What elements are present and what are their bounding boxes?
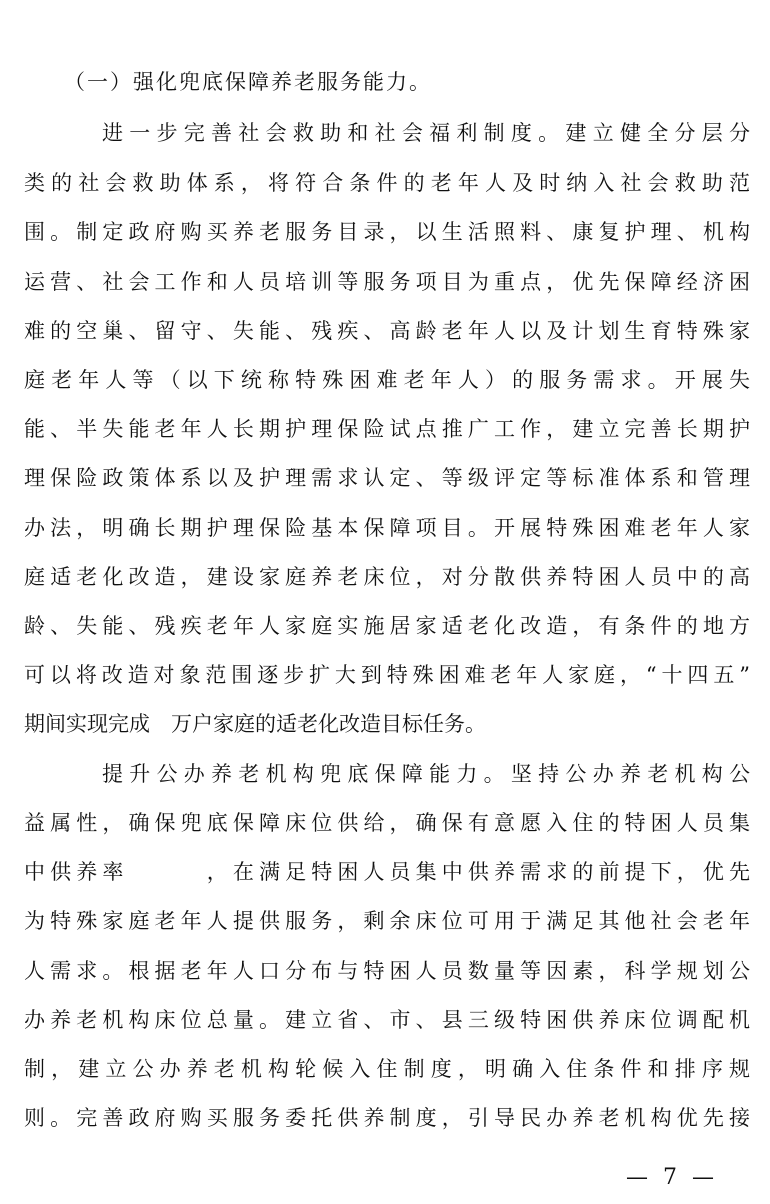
- paragraph-2-line-4: 为特殊家庭老年人提供服务，剩余床位可用于满足其他社会老年: [24, 909, 750, 933]
- paragraph-2-line-1: 提升公办养老机构兜底保障能力。坚持公办养老机构公: [102, 762, 750, 786]
- paragraph-1-line-3: 围。制定政府购买养老服务目录，以生活照料、康复护理、机构: [24, 220, 750, 244]
- paragraph-1-line-4: 运营、社会工作和人员培训等服务项目为重点，优先保障经济困: [24, 270, 750, 294]
- paragraph-2-line-2: 益属性，确保兜底保障床位供给，确保有意愿入住的特困人员集: [24, 811, 750, 835]
- paragraph-1-line-1: 进一步完善社会救助和社会福利制度。建立健全分层分: [102, 121, 750, 145]
- paragraph-2-line-7: 制，建立公办养老机构轮候入住制度，明确入住条件和排序规: [24, 1057, 750, 1081]
- paragraph-1-line-13: 期间实现完成 万户家庭的适老化改造目标任务。: [24, 712, 486, 736]
- paragraph-1-line-9: 办法，明确长期护理保险基本保障项目。开展特殊困难老年人家: [24, 516, 750, 540]
- paragraph-2-line-5: 人需求。根据老年人口分布与特困人员数量等因素，科学规划公: [24, 959, 750, 983]
- page-number: — 7 —: [626, 1165, 718, 1190]
- paragraph-1-line-12: 可以将改造对象范围逐步扩大到特殊困难老年人家庭，“十四五”: [24, 663, 750, 687]
- paragraph-2-line-8: 则。完善政府购买服务委托供养制度，引导民办养老机构优先接: [24, 1106, 750, 1130]
- section-heading: （一）强化兜底保障养老服务能力。: [64, 70, 432, 94]
- paragraph-1-line-10: 庭适老化改造，建设家庭养老床位，对分散供养特困人员中的高: [24, 565, 750, 589]
- paragraph-1-line-2: 类的社会救助体系，将符合条件的老年人及时纳入社会救助范: [24, 171, 750, 195]
- paragraph-1-line-8: 理保险政策体系以及护理需求认定、等级评定等标准体系和管理: [24, 466, 750, 490]
- paragraph-1-line-6: 庭老年人等（以下统称特殊困难老年人）的服务需求。开展失: [24, 368, 750, 392]
- paragraph-1-line-11: 龄、失能、残疾老年人家庭实施居家适老化改造，有条件的地方: [24, 614, 750, 638]
- paragraph-2-line-6: 办养老机构床位总量。建立省、市、县三级特困供养床位调配机: [24, 1008, 750, 1032]
- paragraph-2-line-3: 中供养率 ，在满足特困人员集中供养需求的前提下，优先: [24, 860, 750, 884]
- paragraph-1-line-5: 难的空巢、留守、失能、残疾、高龄老年人以及计划生育特殊家: [24, 319, 750, 343]
- paragraph-1-line-7: 能、半失能老年人长期护理保险试点推广工作，建立完善长期护: [24, 417, 750, 441]
